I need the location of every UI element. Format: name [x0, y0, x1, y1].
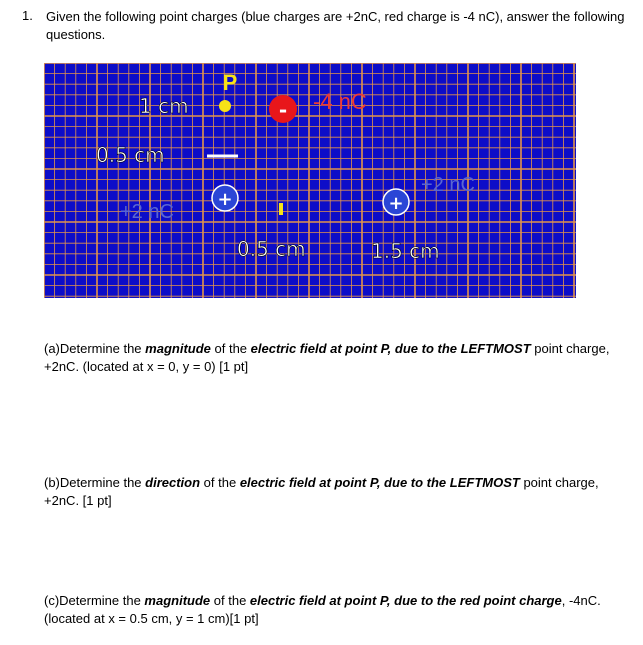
question-text: Given the following point charges (blue charges are +2nC, red charge is -4 nC), answer the following questions. [46, 9, 625, 42]
blue-charge-right-label: +2 nC [421, 174, 475, 196]
part-b-text: (b)Determine the direction of the electric field at point P, due to the LEFTMOST point charge, +2nC. [1 pt] [44, 475, 599, 508]
blue-charge-left-label: +2 nC [120, 201, 174, 223]
point-p-label: P [222, 70, 238, 95]
half-cm-label: 0.5 cm [96, 143, 165, 167]
bottom-half-cm-label: 0.5 cm [237, 237, 306, 261]
red-charge-sign: - [278, 98, 288, 122]
blue-charge-right-sign: + [388, 193, 404, 214]
question-number: 1. [22, 8, 33, 23]
red-charge-label: -4 nC [313, 89, 367, 114]
blue-charge-left-sign: + [217, 189, 233, 210]
point-p-dot [219, 100, 231, 112]
small-marker [279, 203, 283, 215]
diagram-background [44, 63, 576, 298]
part-c-text: (c)Determine the magnitude of the electric field at point P, due to the red point charge, -4nC. (located at x = 0.5 cm, y = 1 cm)[1 pt] [44, 593, 601, 626]
part-a-text: (a)Determine the magnitude of the electric field at point P, due to the LEFTMOST point charge, +2nC. (located at x = 0, y = 0) [1 pt] [44, 341, 610, 374]
charge-diagram [44, 63, 576, 298]
one-cm-label: 1 cm [139, 94, 189, 118]
bottom-one-half-cm-label: 1.5 cm [371, 239, 440, 263]
